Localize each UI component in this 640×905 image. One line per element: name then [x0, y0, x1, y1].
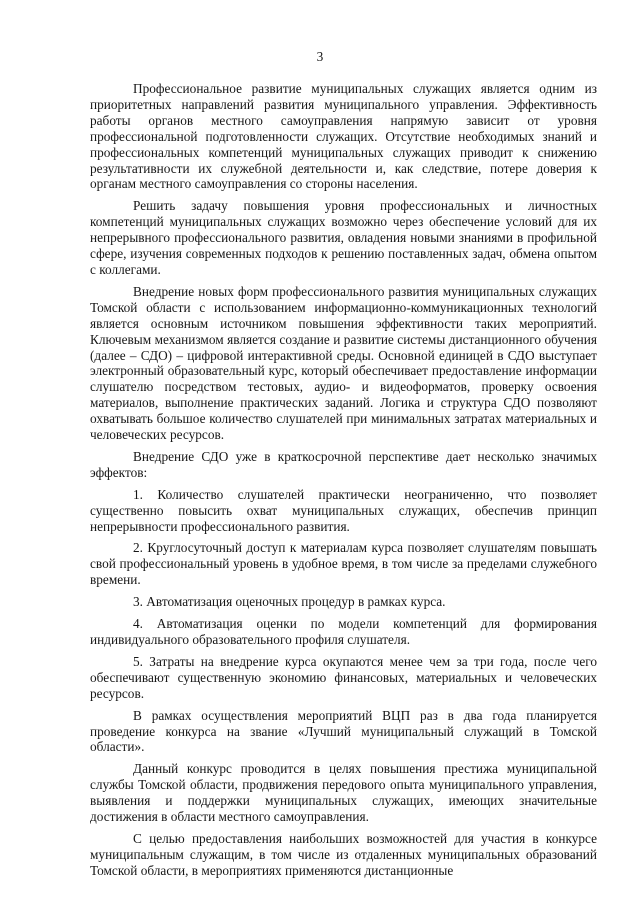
- list-item: 5. Затраты на внедрение курса окупаются менее чем за три года, после чего обеспечивают существенную экономию финансовых, материальных и человеческих ресурсов.: [90, 653, 597, 701]
- list-item: 4. Автоматизация оценки по модели компетенций для формирования индивидуального образовательного профиля слушателя.: [90, 616, 597, 647]
- paragraph: Внедрение СДО уже в краткосрочной перспективе дает несколько значимых эффектов:: [90, 448, 597, 480]
- paragraph: Решить задачу повышения уровня профессиональных и личностных компетенций муниципальных служащих возможно через обеспечение условий для их непрерывного профессионального развития, овладения новыми знаниями в профильной сфере, изучения современных подходов к решению поставленных задач, обмена опытом с коллегами.: [90, 198, 597, 277]
- list-item: 2. Круглосуточный доступ к материалам курса позволяет слушателям повышать свой профессиональный уровень в удобное время, в том числе за пределами служебного времени.: [90, 540, 597, 588]
- paragraph: Данный конкурс проводится в целях повышения престижа муниципальной службы Томской области, продвижения передового опыта муниципального управления, выявления и поддержки муниципальных служащих, имеющих значительные достижения в области местного самоуправления.: [90, 761, 597, 825]
- page-number: 3: [316, 49, 324, 64]
- paragraph: С целью предоставления наибольших возможностей для участия в конкурсе муниципальным служащим, в том числе из отдаленных муниципальных образований Томской области, в мероприятиях применяются дистанционные: [90, 830, 597, 878]
- paragraph: В рамках осуществления мероприятий ВЦП раз в два года планируется проведение конкурса на звание «Лучший муниципальный служащий в Томской области».: [90, 707, 597, 755]
- list-item: 1. Количество слушателей практически неограниченно, что позволяет существенно повысить охват муниципальных служащих, обеспечив принцип непрерывности профессионального развития.: [90, 486, 597, 534]
- document-body: [90, 81, 597, 879]
- list-item: 3. Автоматизация оценочных процедур в рамках курса.: [133, 594, 446, 610]
- paragraph: Профессиональное развитие муниципальных служащих является одним из приоритетных направлений развития муниципального управления. Эффективность работы органов местного самоуправления напрямую зависит от уровня профессиональной подготовленности служащих. Отсутствие необходимых знаний и профессиональных компетенций муниципальных служащих приводит к снижению результативности их служебной деятельности и, как следствие, потере доверия к органам местного самоуправления со стороны населения.: [90, 81, 597, 192]
- paragraph: Внедрение новых форм профессионального развития муниципальных служащих Томской области с использованием информационно-коммуникационных технологий является основным источником повышения эффективности таких мероприятий. Ключевым механизмом является создание и развитие системы дистанционного обучения (далее – СДО) – цифровой интерактивной среды. Основной единицей в СДО выступает электронный образовательный курс, который обеспечивает предоставление информации слушателю посредством тестовых, аудио- и видеоформатов, проверку освоения материалов, выполнение практических заданий. Логика и структура СДО позволяют охватывать большое количество слушателей при минимальных затратах материальных и человеческих ресурсов.: [90, 283, 597, 443]
